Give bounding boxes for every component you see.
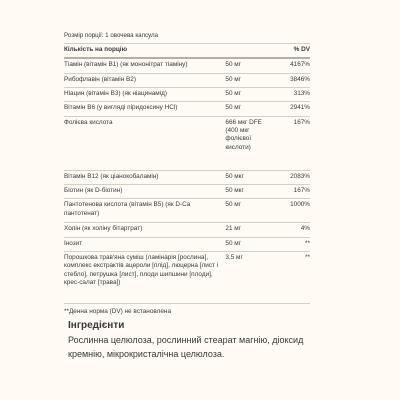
nutrient-name: Порошкова трав'яна суміш (ламінарія [рослина], комплекс екстрактів ацероли [плід], люцерна [лист і стебло], петрушка [лист], плоди шипшини [плоди], крес-салат [трава]) [64,254,219,286]
nutrient-amount: 50 мкг [225,187,244,195]
nutrient-dv: ** [305,254,310,262]
nutrient-dv: 1000% [290,201,310,209]
nutrient-dv: 2083% [290,172,310,180]
nutrient-amount: 50 мкг [225,172,244,180]
table-row [64,223,310,237]
ingredients-text: Рослинна целюлоза, рослинний стеарат магнію, діоксид кремнію, мікрокристалічна целюлоза. [68,335,304,359]
nutrient-name: Інозит [64,239,83,247]
nutrient-amount: 666 мкг DFE (400 мкг фолієвої кислоти) [225,118,262,151]
amount-per-serving-label: Кількість на порцію [64,46,128,54]
nutrient-name: Тіамін (вітамін B1) (як мононітрат тіаміну) [64,61,188,69]
nutrient-dv: 2941% [290,104,310,112]
nutrient-name: Рибофлавін (вітамін B2) [64,75,136,83]
table-row [64,252,310,301]
table-row [64,199,310,223]
facts-header [64,44,310,59]
nutrient-dv: 313% [293,90,310,98]
nutrient-name: Фолієва кислота [64,118,113,126]
supplement-facts-panel [64,32,310,316]
nutrient-name: Вітамін B6 (у вигляді піридоксину HCl) [64,104,178,112]
nutrient-amount: 50 мг [225,201,241,209]
dv-footnote: **Денна норма (DV) не встановлена [64,303,310,316]
nutrient-dv: 3846% [290,75,310,83]
table-row [64,88,310,102]
serving-size: Розмір порції: 1 овочева капсула [64,32,310,44]
table-row [64,59,310,73]
table-row [64,238,310,252]
table-row [64,102,310,116]
nutrient-dv: 167% [293,118,310,126]
nutrient-amount: 3,5 мг [225,254,243,262]
table-row [64,185,310,199]
table-row [64,117,310,171]
nutrient-amount: 50 мг [225,90,241,98]
nutrient-name: Ніацин (вітамін B3) (як ніацинамід) [64,90,167,98]
nutrient-dv: ** [305,239,310,247]
nutrient-name: Біотин (як D-біотин) [64,187,123,195]
table-row [64,74,310,88]
nutrient-name: Холін (як холіну бітартрат) [64,225,143,233]
nutrient-amount: 50 мг [225,104,241,112]
nutrient-amount: 50 мг [225,239,241,247]
table-row [64,171,310,185]
nutrient-amount: 50 мг [225,75,241,83]
nutrient-name: Пантотенова кислота (вітамін B5) (як D-Ca пантотенат) [64,201,191,217]
nutrient-name: Вітамін B12 (як ціанокобаламін) [64,172,159,180]
nutrient-dv: 4% [300,225,310,233]
dv-header: % DV [293,46,310,54]
nutrient-dv: 167% [293,187,310,195]
nutrient-amount: 21 мг [225,225,241,233]
nutrient-dv: 4167% [290,61,310,69]
ingredients-title: Інгредієнти [68,320,125,331]
nutrient-amount: 50 мг [225,61,241,69]
